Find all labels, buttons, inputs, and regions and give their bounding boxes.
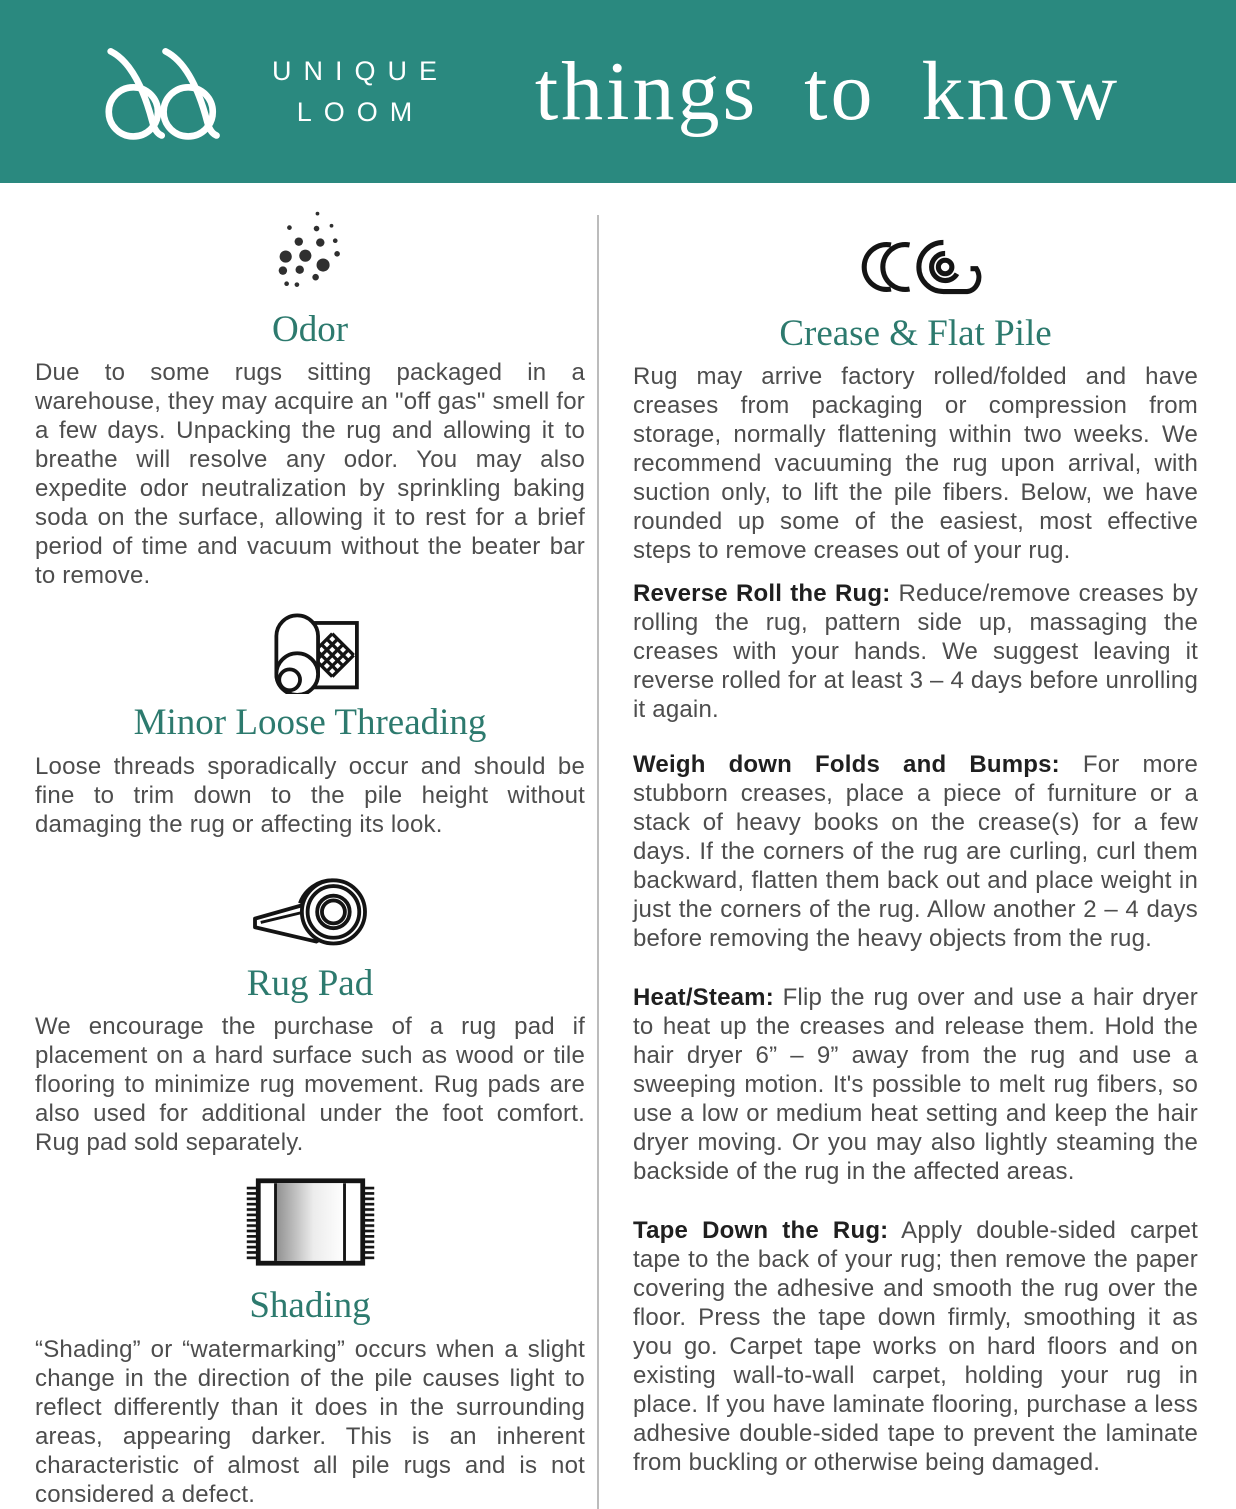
crease-intro-text: Rug may arrive factory rolled/folded and have creases from packaging or compression from storage, normally flattening within two weeks. We recommend vacuuming the rug upon arrival, with suction only, to lift the pile fibers. Below, we have rounded up some of the easiest, most effective steps to remove creases out of your rug. xyxy=(633,363,1198,565)
brand-wordmark xyxy=(272,51,449,132)
step-reverse-roll-text: Reduce/remove creases by rolling the rug, pattern side up, massaging the creases with your hands. We suggest leaving it reverse rolled for at least 3 – 4 days before unrolling it again. xyxy=(633,580,1198,724)
section-rug-pad xyxy=(35,865,585,1157)
step-tape-down-label: Tape Down the Rug: xyxy=(633,1217,889,1245)
section-shading xyxy=(35,1175,585,1508)
brand-block xyxy=(98,40,449,144)
step-reverse-roll xyxy=(633,579,1198,724)
left-column xyxy=(35,207,585,1509)
header-banner xyxy=(0,0,1236,183)
rug-pad-roll-icon xyxy=(245,866,375,954)
section-heading-crease: Crease & Flat Pile xyxy=(779,313,1052,354)
shaded-rug-fringe-icon xyxy=(244,1176,377,1268)
section-heading-shading: Shading xyxy=(249,1285,371,1327)
odor-dots-icon xyxy=(271,208,349,294)
section-minor-loose-threading xyxy=(35,604,585,838)
step-heat-steam-text: Flip the rug over and use a hair dryer to heat up the creases and release them. Hold the hair dryer 6” – 9” away from the rug and use a sweeping motion. It's possible to melt rug fibers, so use a low or medium heat setting and keep the hair dryer moving. Or you may also lightly steaming the backside of the rug in the affected areas. xyxy=(633,984,1198,1186)
crease-icon-box xyxy=(633,235,1198,299)
unique-loom-logo-icon xyxy=(98,40,250,144)
section-text-odor: Due to some rugs sitting packaged in a warehouse, they may acquire an "off gas" smell for a few days. Unpacking the rug and allowing it to breathe will resolve any odor. You may also expedite odor neutralization by sprinkling baking soda on the surface, allowing it to rest for a brief period of time and vacuum without the beater bar to remove. xyxy=(35,359,585,590)
section-text-threading: Loose threads sporadically occur and should be fine to trim down to the pile height without damaging the rug or affecting its look. xyxy=(35,752,585,838)
brand-line1: UNIQUE xyxy=(272,56,450,86)
step-heat-steam xyxy=(633,983,1198,1186)
brand-line2: LOOM xyxy=(296,96,425,127)
step-reverse-roll-label: Reverse Roll the Rug: xyxy=(633,580,891,608)
shading-icon-box xyxy=(35,1175,585,1269)
threading-icon-box xyxy=(35,604,585,694)
page-title: things to know xyxy=(534,45,1121,138)
section-text-rug-pad: We encourage the purchase of a rug pad if placement on a hard surface such as wood or tile flooring to minimize rug movement. Rug pads are also used for additional under the foot comfort. Rug pad sold separately. xyxy=(35,1013,585,1157)
column-divider xyxy=(597,215,599,1509)
right-column xyxy=(633,207,1198,1509)
section-odor xyxy=(35,207,585,590)
step-weigh-down-label: Weigh down Folds and Bumps: xyxy=(633,751,1060,779)
step-tape-down xyxy=(633,1216,1198,1477)
step-heat-steam-label: Heat/Steam: xyxy=(633,984,774,1012)
rolled-rug-spiral-icon xyxy=(843,234,988,300)
rolled-rug-crosshatch-icon xyxy=(260,604,360,694)
section-heading-odor: Odor xyxy=(271,309,349,350)
odor-icon-box xyxy=(35,207,585,295)
rug-pad-icon-box xyxy=(35,865,585,955)
content-area xyxy=(0,183,1236,1509)
section-heading-rug-pad: Rug Pad xyxy=(246,962,374,1004)
section-heading-threading: Minor Loose Threading xyxy=(133,702,487,744)
step-tape-down-text: Apply double-sided carpet tape to the back of your rug; then remove the paper covering the adhesive and smooth the rug over the floor. Press the tape down firmly, smoothing it as you go. Carpet tape works on hard floors and on existing wall-to-wall carpet, holding your rug in place. If you have laminate flooring, purchase a less adhesive double-sided tape to prevent the laminate from buckling or otherwise being damaged. xyxy=(633,1217,1198,1477)
section-text-shading: “Shading” or “watermarking” occurs when a slight change in the direction of the pile causes light to reflect differently than it does in the surrounding areas, appearing darker. This is an inherent characteristic of almost all pile rugs and is not considered a defect. xyxy=(35,1335,585,1508)
step-weigh-down-text: For more stubborn creases, place a piece of furniture or a stack of heavy books on the crease(s) for a few days. If the corners of the rug are curling, curl them backward, flatten them back out and place weight in just the corners of the rug. Allow another 2 – 4 days before removing the heavy objects from the rug. xyxy=(633,751,1198,953)
step-weigh-down xyxy=(633,750,1198,953)
